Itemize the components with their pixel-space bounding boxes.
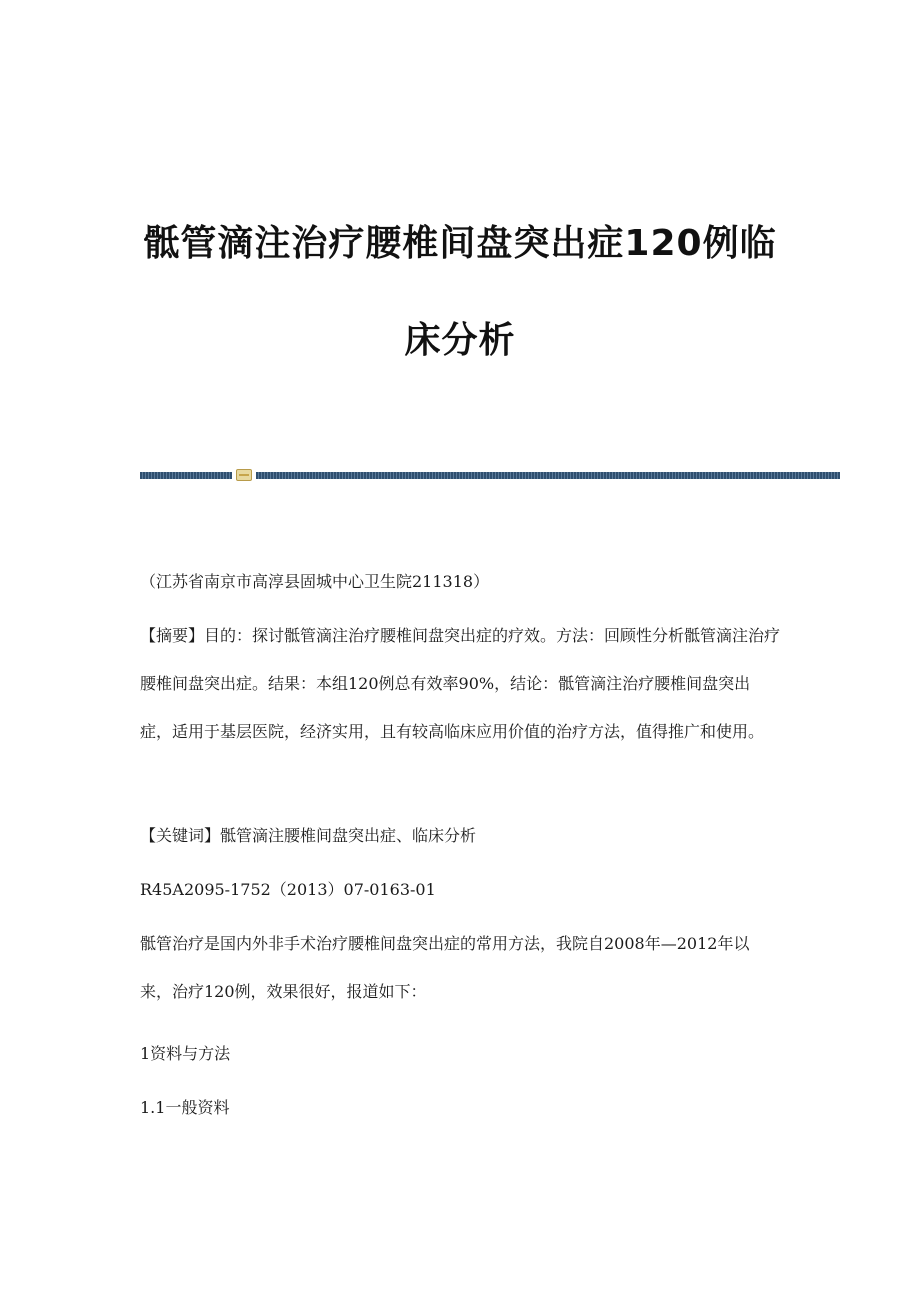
section-heading-1: 1资料与方法 — [140, 1044, 231, 1063]
document-title-line-1: 骶管滴注治疗腰椎间盘突出症120例临 — [143, 223, 777, 264]
divider-bar-right — [256, 472, 840, 479]
envelope-icon — [236, 469, 252, 481]
title-divider — [140, 469, 840, 481]
classification-code: R45A2095-1752（2013）07-0163-01 — [140, 880, 436, 899]
document-title-line-2: 床分析 — [404, 320, 516, 361]
divider-bar-left — [140, 472, 232, 479]
keywords-paragraph: 【关键词】骶管滴注腰椎间盘突出症、临床分析 — [140, 826, 477, 845]
abstract-paragraph: 【摘要】目的：探讨骶管滴注治疗腰椎间盘突出症的疗效。方法：回顾性分析骶管滴注治疗腰椎间盘突出症。结果：本组120例总有效率90%，结论：骶管滴注治疗腰椎间盘突出症，适用于基层医院，经济实用，且有较高临床应用价值的治疗方法，值得推广和使用。 — [140, 626, 781, 741]
intro-paragraph: 骶管治疗是国内外非手术治疗腰椎间盘突出症的常用方法，我院自2008年—2012年以来，治疗120例，效果很好，报道如下： — [140, 934, 750, 1001]
section-heading-1-1: 1.1一般资料 — [140, 1098, 230, 1117]
author-affiliation: （江苏省南京市高淳县固城中心卫生院211318） — [140, 572, 490, 591]
